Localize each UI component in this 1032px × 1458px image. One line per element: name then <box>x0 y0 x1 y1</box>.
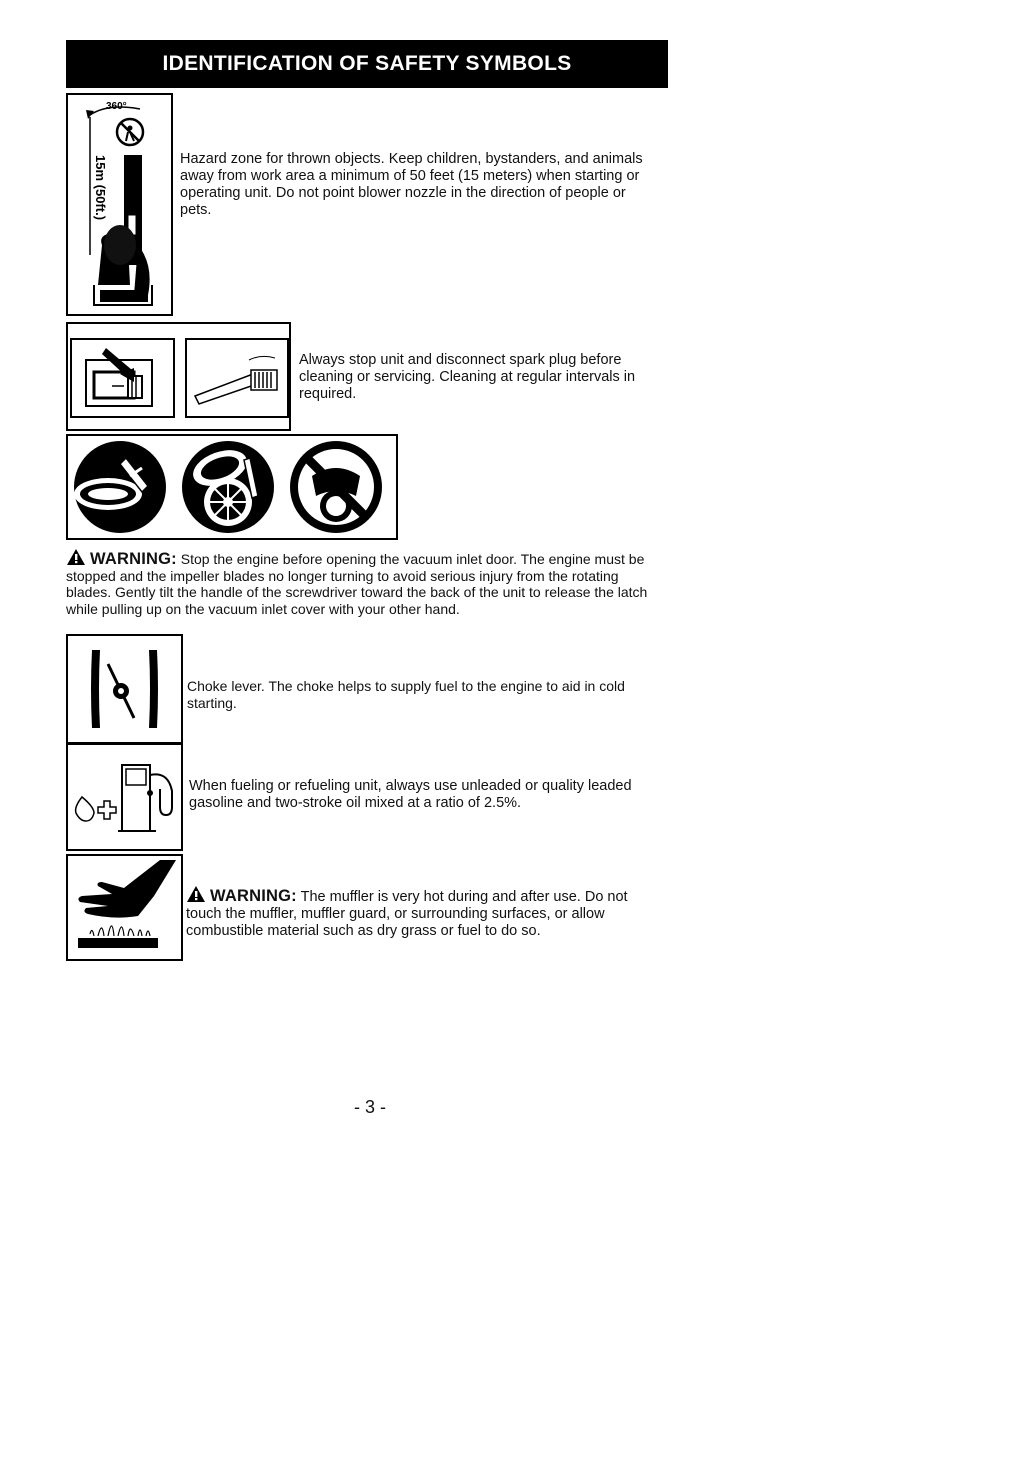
warning-triangle-icon <box>66 548 86 566</box>
distance-label: 15m (50ft.) <box>93 155 108 221</box>
vacuum-warning-text <box>66 548 666 617</box>
page-title: IDENTIFICATION OF SAFETY SYMBOLS <box>66 40 668 88</box>
muffler-icon-frame <box>66 854 183 961</box>
spark-plug-icon-frame <box>66 322 291 431</box>
impeller-icon <box>182 441 274 533</box>
hazard-zone-icon <box>68 95 171 314</box>
muffler-warning-text <box>186 885 666 940</box>
choke-icon-frame <box>66 634 183 744</box>
hazard-zone-icon-frame <box>66 93 173 316</box>
hot-surface-icon <box>68 856 181 959</box>
angle-label: 360° <box>106 101 127 112</box>
brush-icon <box>185 338 289 418</box>
warning-triangle-icon <box>186 885 206 903</box>
choke-lever-icon <box>68 636 181 742</box>
vacuum-warning-body: Stop the engine before opening the vacuum inlet door. The engine must be stopped and the impeller blades no longer turning to avoid serious injury from the rotating blades. Gently tilt the handle of the screwdriver toward the back of the unit to release the latch while pulling up on the vacuum inlet cover with your other hand. <box>66 551 648 617</box>
vacuum-inlet-open-icon <box>74 441 166 533</box>
muffler-warning-body: The muffler is very hot during and after use. Do not touch the muffler, muffler guard, or surrounding surfaces, or allow combustible material such as dry grass or fuel to do so. <box>186 889 628 939</box>
hazard-zone-description: Hazard zone for thrown objects. Keep children, bystanders, and animals away from work area a minimum of 50 feet (15 meters) when starting or operating unit. Do not point blower nozzle in the direction of people or pets. <box>180 151 643 218</box>
fuel-pump-icon <box>68 745 181 849</box>
choke-description: Choke lever. The choke helps to supply fuel to the engine to aid in cold starting. <box>187 678 625 711</box>
page-number: - 3 - <box>353 1097 386 1117</box>
warning-label: WARNING: <box>210 887 297 905</box>
no-hand-icon <box>290 441 382 533</box>
spark-plug-description: Always stop unit and disconnect spark plug before cleaning or servicing. Cleaning at regular intervals in required. <box>299 352 636 402</box>
fuel-description: When fueling or refueling unit, always use unleaded or quality leaded gasoline and two-stroke oil mixed at a ratio of 2.5%. <box>189 778 632 811</box>
switch-off-icon <box>70 338 175 418</box>
warning-label: WARNING: <box>90 550 177 568</box>
fuel-icon-frame <box>66 743 183 851</box>
vacuum-inlet-icon-frame <box>66 434 398 540</box>
